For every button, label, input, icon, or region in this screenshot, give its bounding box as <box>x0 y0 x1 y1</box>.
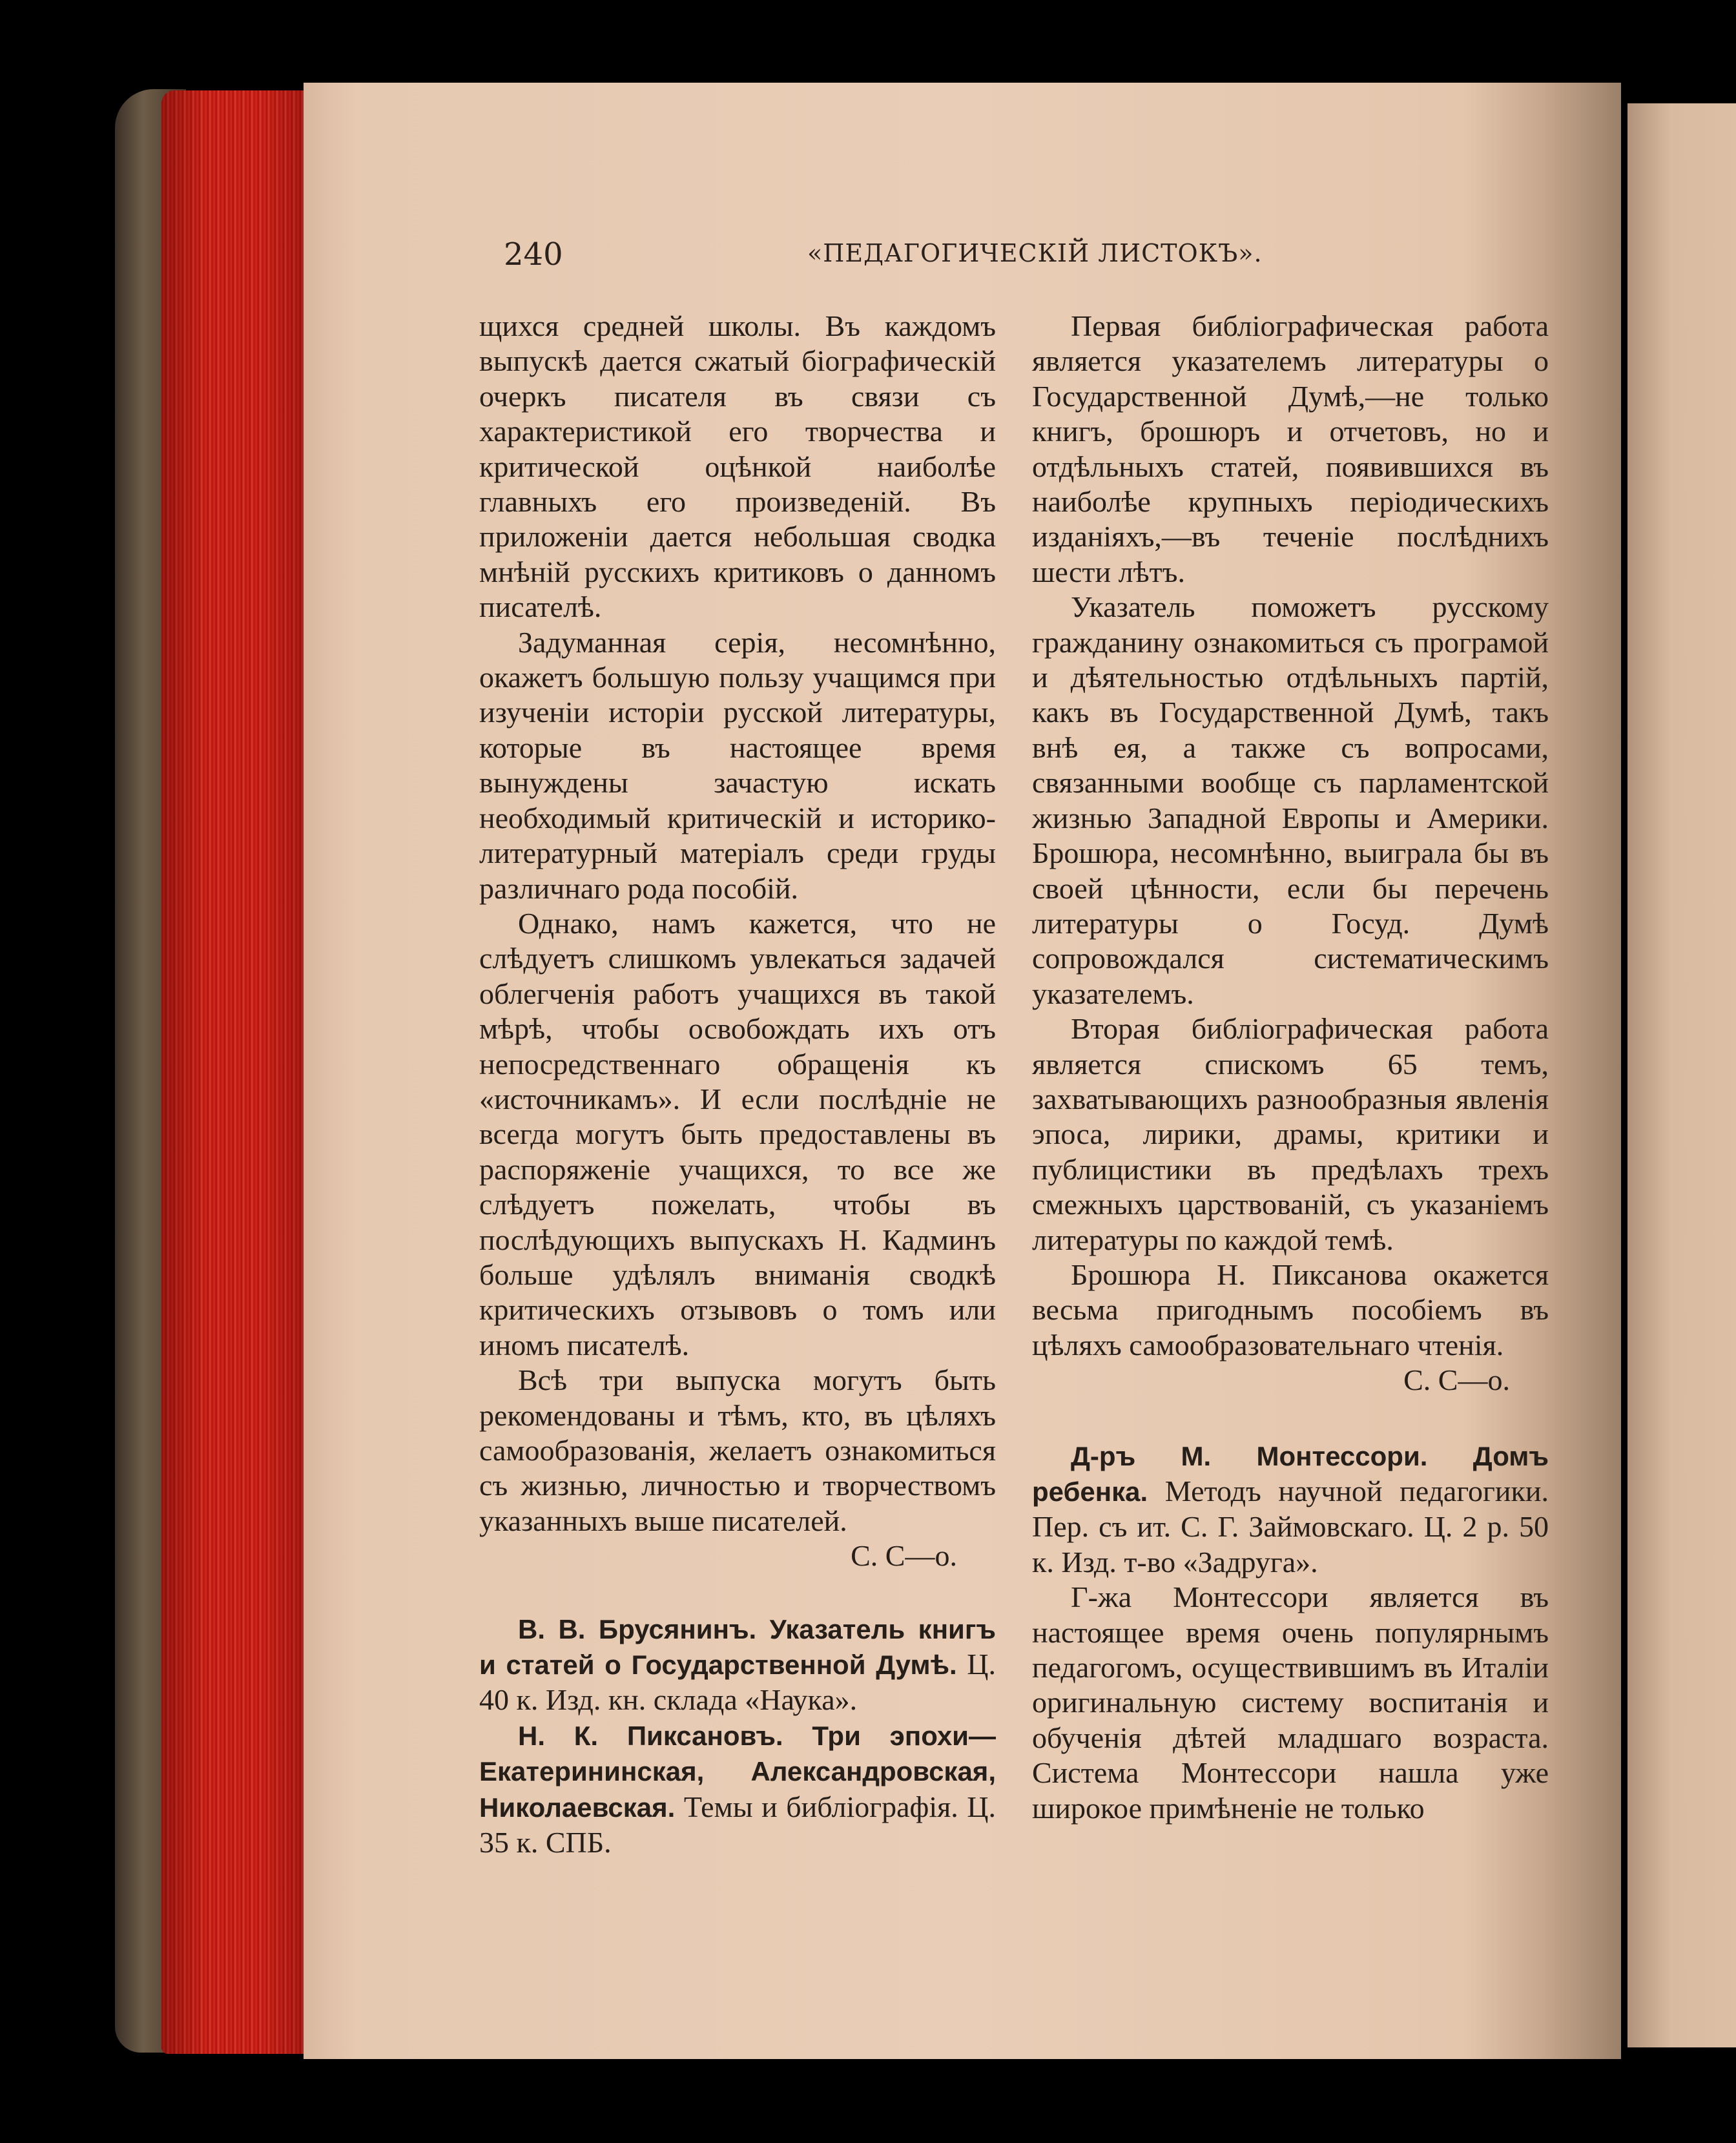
paragraph: Задуманная серія, несомнѣнно, окажетъ большую пользу учащимся при изученіи исторіи русской литературы, которые въ настоящее время вынуждены зачастую искать необходимый критическій и историко-литературный матеріалъ среди груды различнаго рода пособій. <box>479 625 996 905</box>
page-edges-shade <box>161 90 307 2054</box>
bibliography-entry <box>479 1718 996 1861</box>
left-column <box>479 309 996 1860</box>
entry-title: Н. К. Пиксановъ. Три эпохи—Екатерининская, Александровская, Николаевская. <box>479 1720 996 1823</box>
paragraph: Указатель поможетъ русскому гражданину ознакомиться съ програмой и дѣятельностью отдѣльныхъ партій, какъ въ Государственной Думѣ, такъ внѣ ея, а также съ вопросами, связанными вообще съ парламентской жизнью Западной Европы и Америки. Брошюра, несомнѣнно, выиграла бы въ своей цѣнности, если бы перечень литературы о Госуд. Думѣ сопровождался систематическимъ указателемъ. <box>1032 590 1549 1010</box>
page-number: 240 <box>504 236 563 273</box>
right-column <box>1032 309 1549 1826</box>
paragraph: Однако, намъ кажется, что не слѣдуетъ слишкомъ увлекаться задачей облегченія работъ учащихся въ такой мѣрѣ, чтобы освобождать ихъ отъ непосредственнаго обращенія къ «источникамъ». И если послѣдніе не всегда могутъ быть предоставлены въ распоряженіе учащихся, то все же слѣдуетъ пожелать, чтобы въ послѣдующихъ выпускахъ Н. Кадминъ больше удѣлялъ вниманія сводкѣ критическихъ отзывовъ о томъ или иномъ писателѣ. <box>479 906 996 1361</box>
signature: С. С—о. <box>851 1539 957 1573</box>
entry-details: Методъ научной педагогики. Пер. съ ит. С. Г. Займовскаго. Ц. 2 р. 50 к. Изд. т-во «Задруга». <box>1032 1475 1549 1579</box>
entry-details: Темы и библіографія. Ц. 35 к. СПБ. <box>479 1790 996 1859</box>
signature: С. С—о. <box>1403 1363 1510 1397</box>
entry-title: Д-ръ М. Монтессори. Домъ ребенка. <box>1032 1440 1549 1507</box>
running-title: «ПЕДАГОГИЧЕСКІЙ ЛИСТОКЪ». <box>807 239 1263 267</box>
paragraph: щихся средней школы. Въ каждомъ выпускѣ дается сжатый біографическій очеркъ писателя въ связи съ характеристикой его творчества и критической оцѣнкой наиболѣе главныхъ его произведеній. Въ приложеніи дается небольшая сводка мнѣній русскихъ критиковъ о данномъ писателѣ. <box>479 309 996 624</box>
paragraph: Вторая библіографическая работа является спискомъ 65 темъ, захватывающихъ разнообразныя явленія эпоса, лирики, драмы, критики и публицистики въ предѣлахъ трехъ смежныхъ царствованій, съ указаніемъ литературы по каждой темѣ. <box>1032 1012 1549 1256</box>
paragraph: Г-жа Монтессори является въ настоящее время очень популярнымъ педагогомъ, осуществившимъ въ Италіи оригинальную систему воспитанія и обученія дѣтей младшаго возраста. Система Монтессори нашла уже широкое примѣненіе не только <box>1032 1580 1549 1825</box>
facing-page <box>1628 103 1736 2047</box>
paragraph: Брошюра Н. Пиксанова окажется весьма пригоднымъ пособіемъ въ цѣляхъ самообразовательнаго чтенія. <box>1032 1258 1549 1361</box>
paragraph: Всѣ три выпуска могутъ быть рекомендованы и тѣмъ, кто, въ цѣляхъ самообразованія, желаетъ ознакомиться съ жизнью, личностью и творчествомъ указанныхъ выше писателей. <box>479 1363 996 1537</box>
bibliography-entry <box>479 1611 996 1718</box>
page-header <box>504 233 1263 278</box>
bibliography-entry <box>1032 1438 1549 1580</box>
entry-title: В. В. Брусянинъ. Указатель книгъ и статей о Государственной Думѣ. <box>479 1613 996 1681</box>
paragraph: Первая библіографическая работа является указателемъ литературы о Государственной Думѣ,—не только книгъ, брошюръ и отчетовъ, но и отдѣльныхъ статей, появившихся въ наиболѣе крупныхъ періодическихъ изданіяхъ,—въ теченіе послѣднихъ шести лѣтъ. <box>1032 309 1549 588</box>
entry-details: Ц. 40 к. Изд. кн. склада «Наука». <box>479 1648 996 1717</box>
